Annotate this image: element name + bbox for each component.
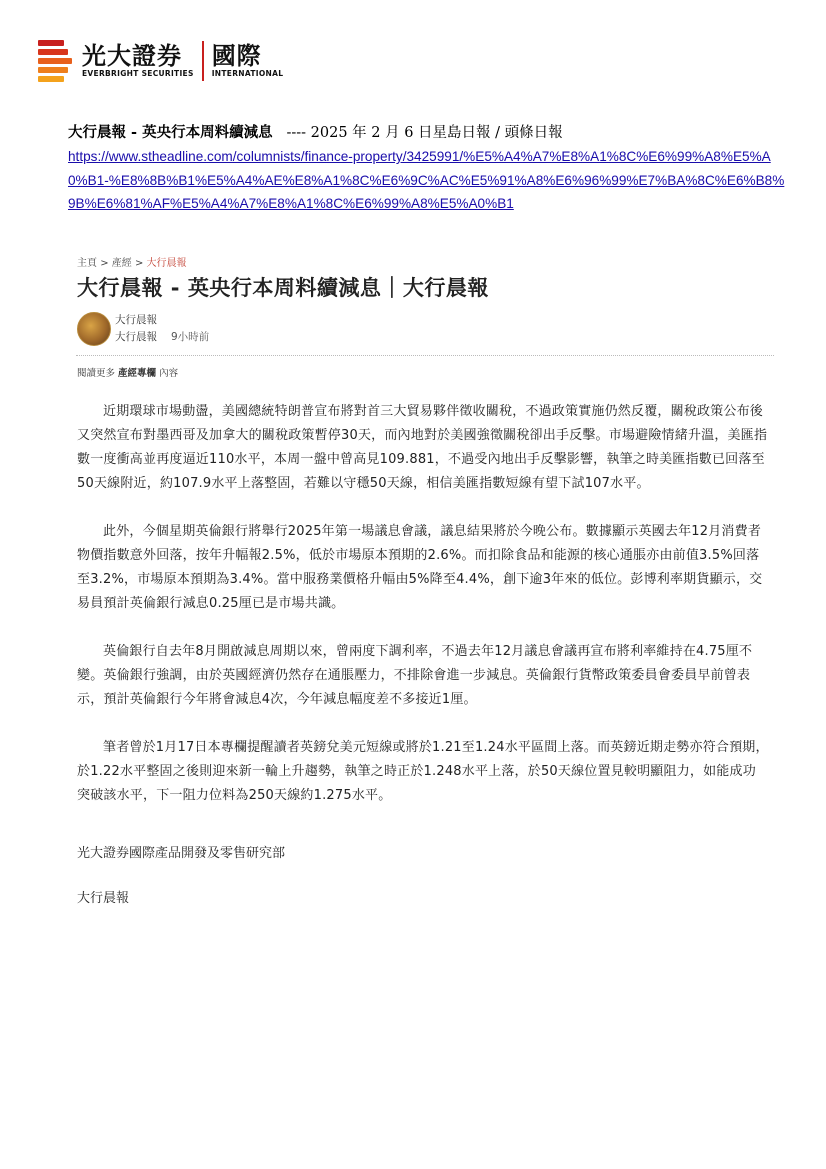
read-more-suffix: 內容 xyxy=(156,368,179,379)
avatar[interactable] xyxy=(77,312,111,346)
logo-brand-cn: 光大證券 xyxy=(82,42,182,70)
report-meta-text: ---- 2025 年 2 月 6 日星島日報 / 頭條日報 xyxy=(286,125,563,141)
article-body xyxy=(77,400,769,832)
report-title: 大行晨報 - 英央行本周料續減息 xyxy=(68,125,273,141)
read-more-link[interactable]: 產經專欄 xyxy=(118,368,157,379)
publish-time: 9小時前 xyxy=(171,331,210,343)
read-more-prefix: 閱讀更多 xyxy=(77,368,119,379)
company-logo xyxy=(38,40,283,82)
breadcrumb xyxy=(77,254,187,269)
logo-intl-en: INTERNATIONAL xyxy=(211,69,284,78)
report-meta xyxy=(277,125,562,141)
source-link[interactable]: https://www.stheadline.com/columnists/finance-property/3425991/%E5%A4%A7%E8%A1%8C%E6%99%A8%E5%A0%B1-%E8%8B%B1%E5%A4%AE%E8%A1%8C%E6%9C%AC%E5%91%A8%E6%96%99%E7%BA%8C%E6%B8%9B%E6%81%AF%E5%A4%A7%E8%A1%8C%E6%99%A8%E5%A0%B1 xyxy=(68,149,785,211)
read-more-line xyxy=(77,365,178,379)
logo-divider xyxy=(202,41,204,81)
logo-mark-icon xyxy=(38,40,72,82)
paragraph: 此外，今個星期英倫銀行將舉行2025年第一場議息會議，議息結果將於今晚公布。數據顯示英國去年12月消費者物價指數意外回落，按年升幅報2.5%，低於市場原本預期的2.6%。而扣除食品和能源的核心通脹亦由前值3.5%回落至3.2%，市場原本預期為3.4%。當中服務業價格升幅由5%降至4.4%，創下逾3年來的低位。彭博利率期貨顯示，交易員預計英倫銀行減息0.25厘已是市場共識。 xyxy=(77,524,763,611)
breadcrumb-home[interactable]: 主頁 xyxy=(77,258,97,269)
logo-brand-en: EVERBRIGHT SECURITIES xyxy=(82,69,194,78)
paragraph: 筆者曾於1月17日本專欄提醒讀者英鎊兌美元短線或將於1.21至1.24水平區間上落。而英鎊近期走勢亦符合預期，於1.22水平整固之後則迎來新一輪上升趨勢，執筆之時正於1.248水平上落，於50天線位置見較明顯阻力，如能成功突破該水平，下一阻力位料為250天線約1.275水平。 xyxy=(77,740,769,803)
article-title: 大行晨報 - 英央行本周料續減息｜大行晨報 xyxy=(77,276,489,300)
paragraph: 近期環球市場動盪，美國總統特朗普宣布將對首三大貿易夥伴徵收關稅，不過政策實施仍然反覆，關稅政策公布後又突然宣布對墨西哥及加拿大的關稅政策暫停30天，而內地對於美國強徵關稅卻出手反擊。市場避險情緒升溫，美匯指數一度衝高並再度逼近110水平，本周一盤中曾高見109.881，不過受內地出手反擊影響，執筆之時美匯指數已回落至50天線附近，約107.9水平上落整固，若難以守穩50天線，相信美匯指數短線有望下試107水平。 xyxy=(77,404,768,491)
author-block xyxy=(77,312,209,346)
signature: 大行晨報 xyxy=(77,891,130,906)
breadcrumb-separator: > xyxy=(100,258,112,269)
paragraph: 英倫銀行自去年8月開啟減息周期以來，曾兩度下調利率，不過去年12月議息會議再宣布將利率維持在4.75厘不變。英倫銀行強調，由於英國經濟仍然存在通脹壓力，不排除會進一步減息。英倫銀行貨幣政策委員會委員早前曾表示，預計英倫銀行今年將會減息4次，今年減息幅度差不多接近1厘。 xyxy=(77,644,753,707)
breadcrumb-finance[interactable]: 產經 xyxy=(111,258,132,269)
report-header xyxy=(68,121,788,216)
divider xyxy=(76,355,774,356)
author-name[interactable]: 大行晨報 xyxy=(115,314,157,326)
breadcrumb-separator: > xyxy=(134,258,147,269)
department-credit: 光大證券國際產品開發及零售研究部 xyxy=(77,846,286,861)
logo-intl-cn: 國際 xyxy=(211,42,262,70)
author-sub: 大行晨報 xyxy=(115,331,157,343)
breadcrumb-current[interactable]: 大行晨報 xyxy=(146,258,187,269)
